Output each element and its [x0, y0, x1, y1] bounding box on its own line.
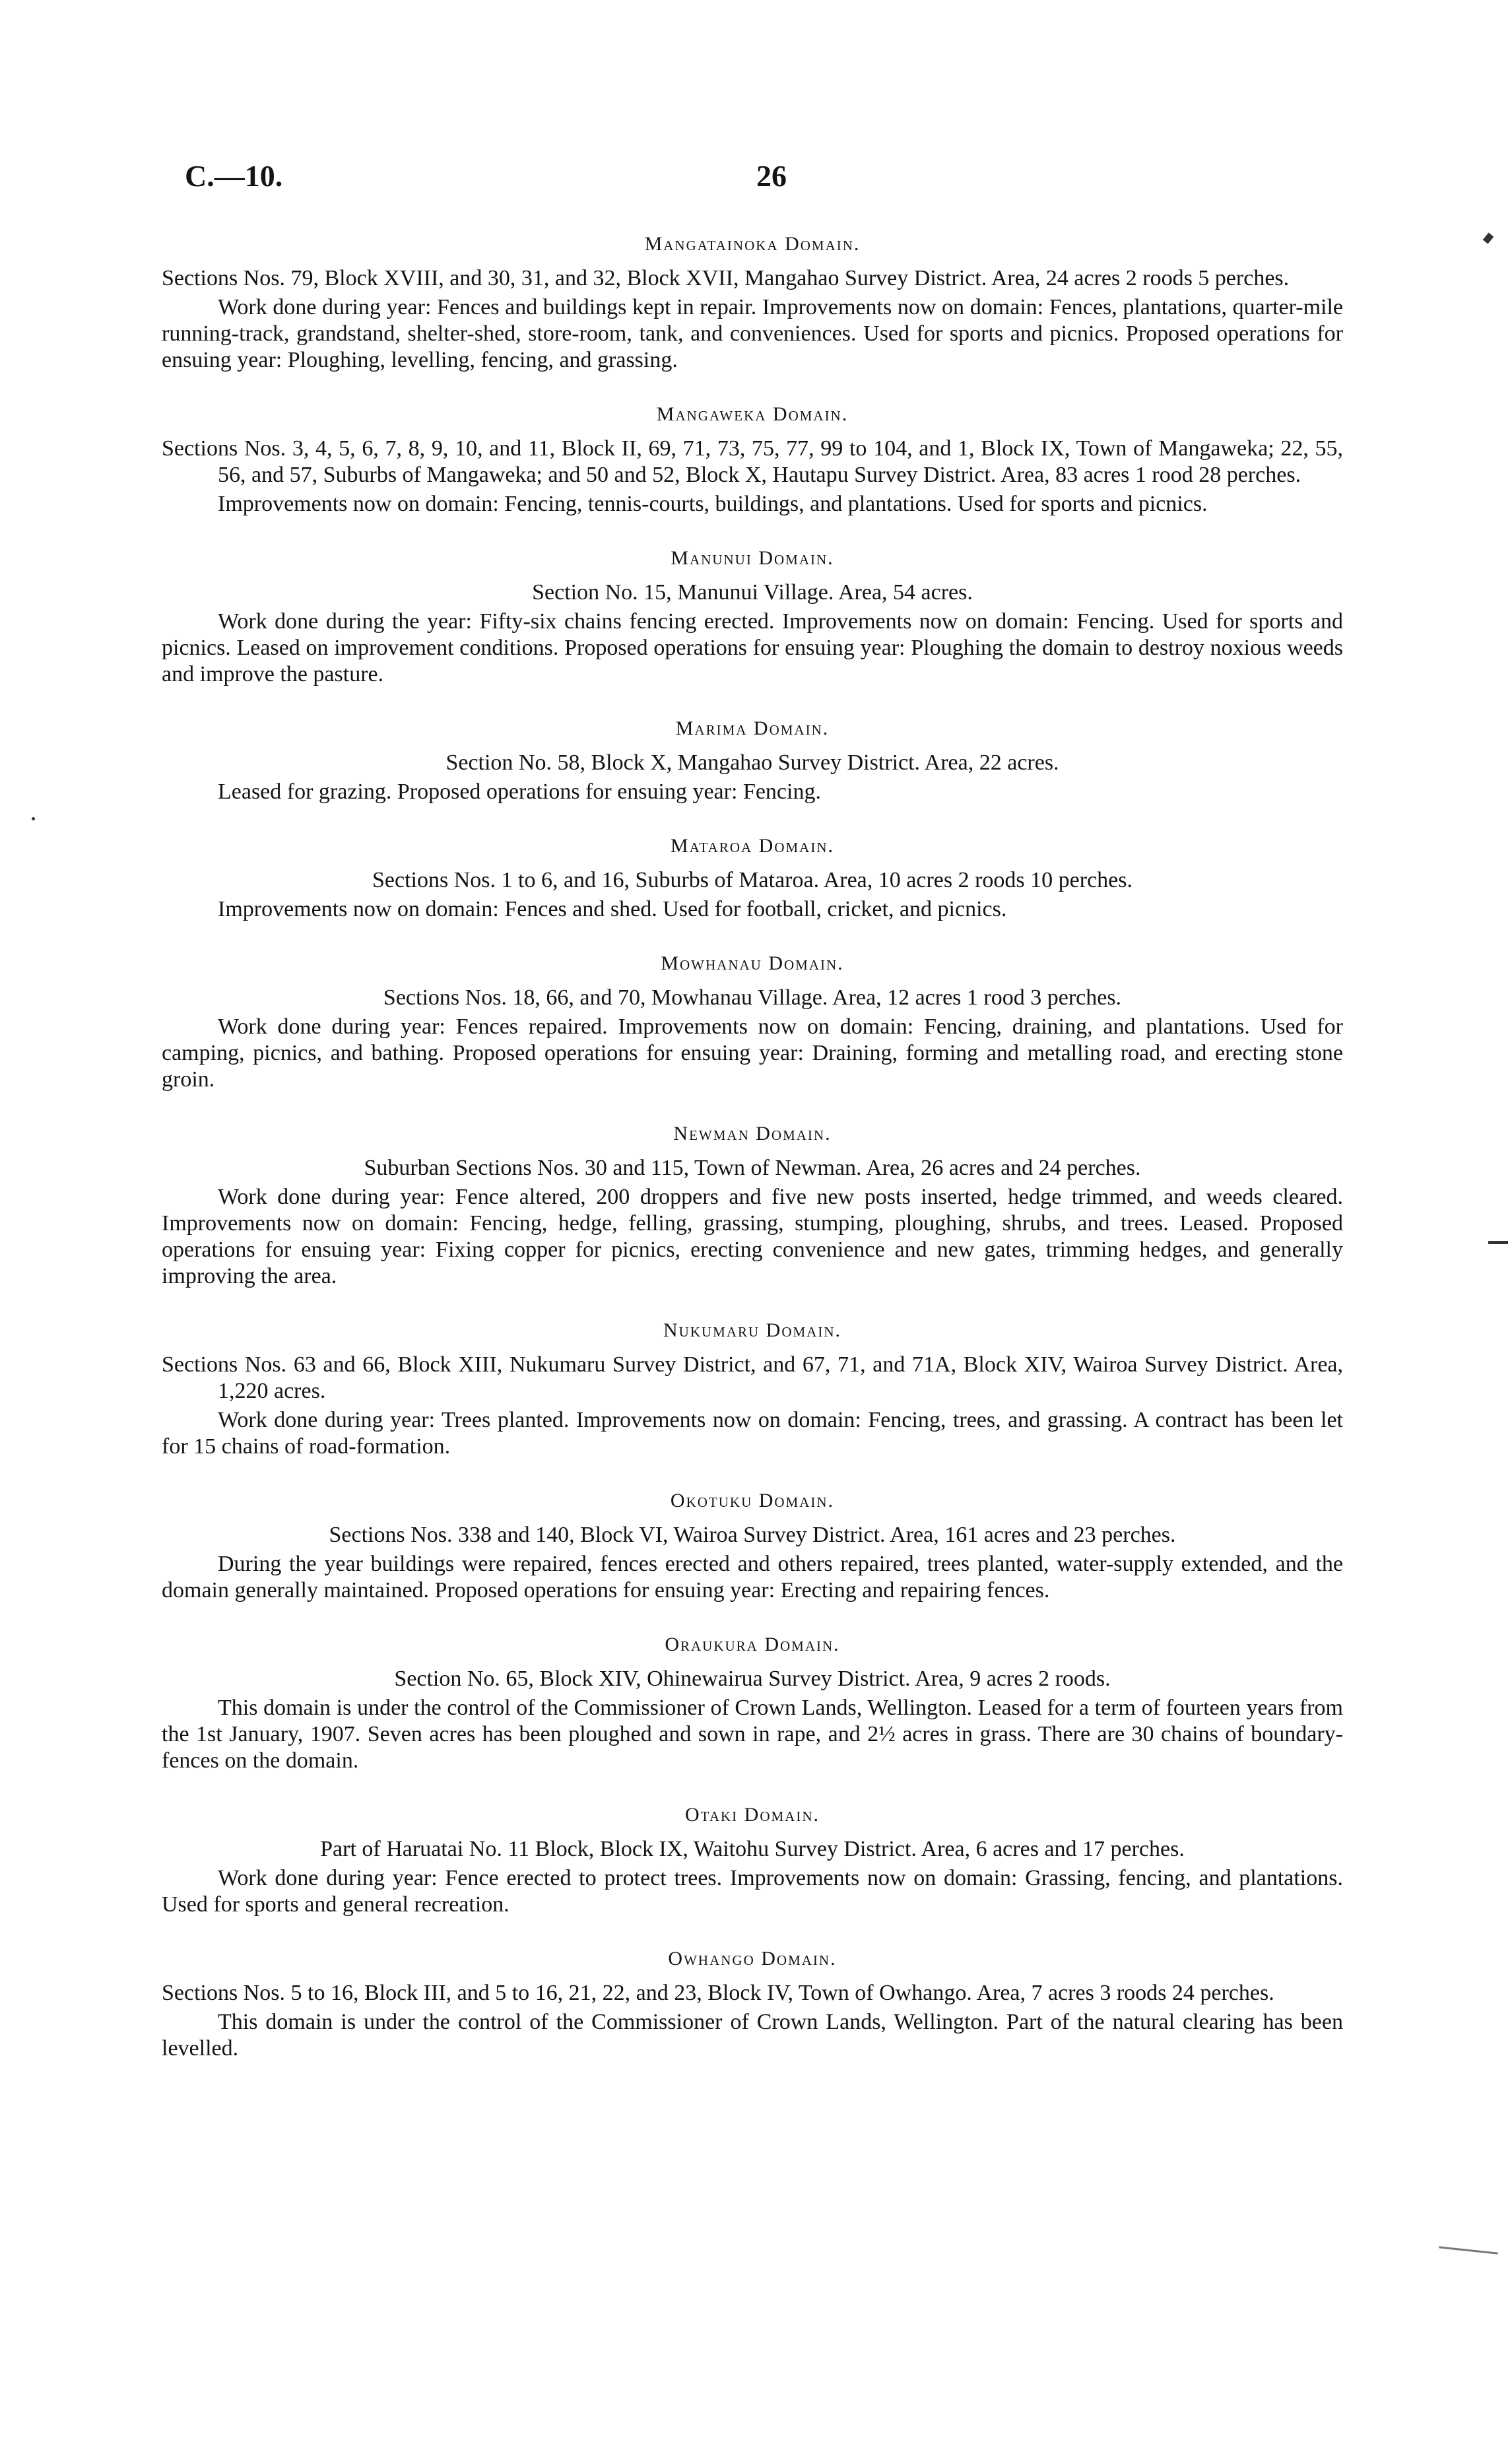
- domain-entry-owhango: [162, 1946, 1343, 2062]
- scan-speck: [32, 817, 35, 820]
- domain-title: Nukumaru Domain.: [663, 1319, 841, 1341]
- domain-entry-oraukura: [162, 1632, 1343, 1774]
- domain-title: Newman Domain.: [673, 1123, 832, 1144]
- domain-entry-okotuku: [162, 1488, 1343, 1604]
- domain-section: Sections Nos. 18, 66, and 70, Mowhanau Village. Area, 12 acres 1 rood 3 perches.: [383, 985, 1122, 1010]
- domain-body: This domain is under the control of the Commissioner of Crown Lands, Wellington. Leased for a term of fourteen years from the 1st January, 1907. Seven acres has been ploughed and sown in rape, and 2½ acres in grass. There are 30 chains of boundary-fences on the domain.: [162, 1696, 1343, 1773]
- domain-section: Sections Nos. 5 to 16, Block III, and 5 to 16, 21, 22, and 23, Block IV, Town of Owhango. Area, 7 acres 3 roods 24 perches.: [162, 1981, 1274, 2005]
- domain-title: Otaki Domain.: [685, 1804, 820, 1826]
- domain-body: Work done during year: Fences repaired. Improvements now on domain: Fencing, draining, and plantations. Used for camping, picnics, and bathing. Proposed operations for ensuing year: Draining, forming and metalling road, and erecting stone groin.: [162, 1014, 1343, 1092]
- domain-list: [162, 231, 1343, 2090]
- domain-title: Manunui Domain.: [671, 547, 834, 569]
- scan-speck: [1439, 2246, 1498, 2254]
- domain-section: Sections Nos. 1 to 6, and 16, Suburbs of Mataroa. Area, 10 acres 2 roods 10 perches.: [372, 868, 1133, 892]
- report-code: C.—10.: [185, 159, 283, 193]
- domain-section: Sections Nos. 79, Block XVIII, and 30, 31, and 32, Block XVII, Mangahao Survey District. Area, 24 acres 2 roods 5 perches.: [162, 266, 1290, 290]
- domain-title: Okotuku Domain.: [670, 1490, 835, 1511]
- domain-title: Mowhanau Domain.: [661, 952, 844, 974]
- domain-body: Work done during year: Fence erected to protect trees. Improvements now on domain: Grassing, fencing, and plantations. Used for sports and general recreation.: [162, 1866, 1343, 1917]
- domain-section: Sections Nos. 3, 4, 5, 6, 7, 8, 9, 10, and 11, Block II, 69, 71, 73, 75, 77, 99 to 104, and 1, Block IX, Town of Mangaweka; 22, 55, 56, and 57, Suburbs of Mangaweka; and 50 and 52, Block X, Hautapu Survey District. Area, 83 acres 1 rood 28 perches.: [162, 436, 1343, 487]
- domain-body: This domain is under the control of the Commissioner of Crown Lands, Wellington. Part of the natural clearing has been levelled.: [162, 2010, 1343, 2061]
- domain-section: Section No. 65, Block XIV, Ohinewairua Survey District. Area, 9 acres 2 roods.: [394, 1667, 1111, 1691]
- domain-title: Mangatainoka Domain.: [644, 233, 861, 255]
- domain-body: Work done during year: Trees planted. Improvements now on domain: Fencing, trees, and grassing. A contract has been let for 15 chains of road-formation.: [162, 1408, 1343, 1459]
- domain-section: Sections Nos. 338 and 140, Block VI, Wairoa Survey District. Area, 161 acres and 23 perches.: [329, 1523, 1176, 1547]
- domain-section: Section No. 58, Block X, Mangahao Survey District. Area, 22 acres.: [445, 750, 1059, 775]
- domain-body: Leased for grazing. Proposed operations for ensuing year: Fencing.: [218, 779, 821, 804]
- domain-entry-marima: [162, 715, 1343, 805]
- domain-body: Work done during the year: Fifty-six chains fencing erected. Improvements now on domain: Fencing. Used for sports and picnics. Leased on improvement conditions. Proposed operations for ensuing year: Ploughing the domain to destroy noxious weeds and improve the pasture.: [162, 609, 1343, 686]
- scan-speck: [1483, 232, 1494, 244]
- domain-section: Sections Nos. 63 and 66, Block XIII, Nukumaru Survey District, and 67, 71, and 71A, Block XIV, Wairoa Survey District. Area, 1,220 acres.: [162, 1352, 1343, 1403]
- domain-entry-nukumaru: [162, 1317, 1343, 1460]
- domain-section: Suburban Sections Nos. 30 and 115, Town of Newman. Area, 26 acres and 24 perches.: [364, 1156, 1141, 1180]
- domain-entry-otaki: [162, 1802, 1343, 1918]
- domain-entry-mataroa: [162, 833, 1343, 923]
- domain-entry-mangatainoka: [162, 231, 1343, 374]
- domain-title: Mangaweka Domain.: [656, 403, 849, 425]
- domain-title: Owhango Domain.: [668, 1948, 837, 1969]
- domain-title: Oraukura Domain.: [665, 1634, 840, 1655]
- domain-body: During the year buildings were repaired, fences erected and others repaired, trees planted, water-supply extended, and the domain generally maintained. Proposed operations for ensuing year: Erecting and repairing fences.: [162, 1552, 1343, 1603]
- domain-body: Improvements now on domain: Fencing, tennis-courts, buildings, and plantations. Used for sports and picnics.: [218, 492, 1208, 516]
- domain-entry-newman: [162, 1121, 1343, 1290]
- domain-entry-manunui: [162, 545, 1343, 688]
- page-number: 26: [756, 159, 787, 193]
- domain-body: Work done during year: Fence altered, 200 droppers and five new posts inserted, hedge trimmed, and weeds cleared. Improvements now on domain: Fencing, hedge, felling, grassing, stumping, ploughing, shrubs, and trees. Leased. Proposed operations for ensuing year: Fixing copper for picnics, erecting convenience and new gates, trimming hedges, and generally improving the area.: [162, 1185, 1343, 1288]
- domain-section: Section No. 15, Manunui Village. Area, 54 acres.: [532, 580, 973, 605]
- domain-entry-mangaweka: [162, 401, 1343, 517]
- domain-section: Part of Haruatai No. 11 Block, Block IX, Waitohu Survey District. Area, 6 acres and 17 perches.: [320, 1837, 1185, 1861]
- domain-title: Marima Domain.: [675, 717, 830, 739]
- domain-body: Work done during year: Fences and buildings kept in repair. Improvements now on domain: Fences, plantations, quarter-mile running-track, grandstand, shelter-shed, store-room, tank, and conveniences. Used for sports and picnics. Proposed operations for ensuing year: Ploughing, levelling, fencing, and grassing.: [162, 295, 1343, 372]
- domain-title: Mataroa Domain.: [671, 835, 834, 857]
- domain-body: Improvements now on domain: Fences and shed. Used for football, cricket, and picnics.: [218, 897, 1007, 921]
- scan-speck: [1488, 1241, 1508, 1244]
- domain-entry-mowhanau: [162, 950, 1343, 1093]
